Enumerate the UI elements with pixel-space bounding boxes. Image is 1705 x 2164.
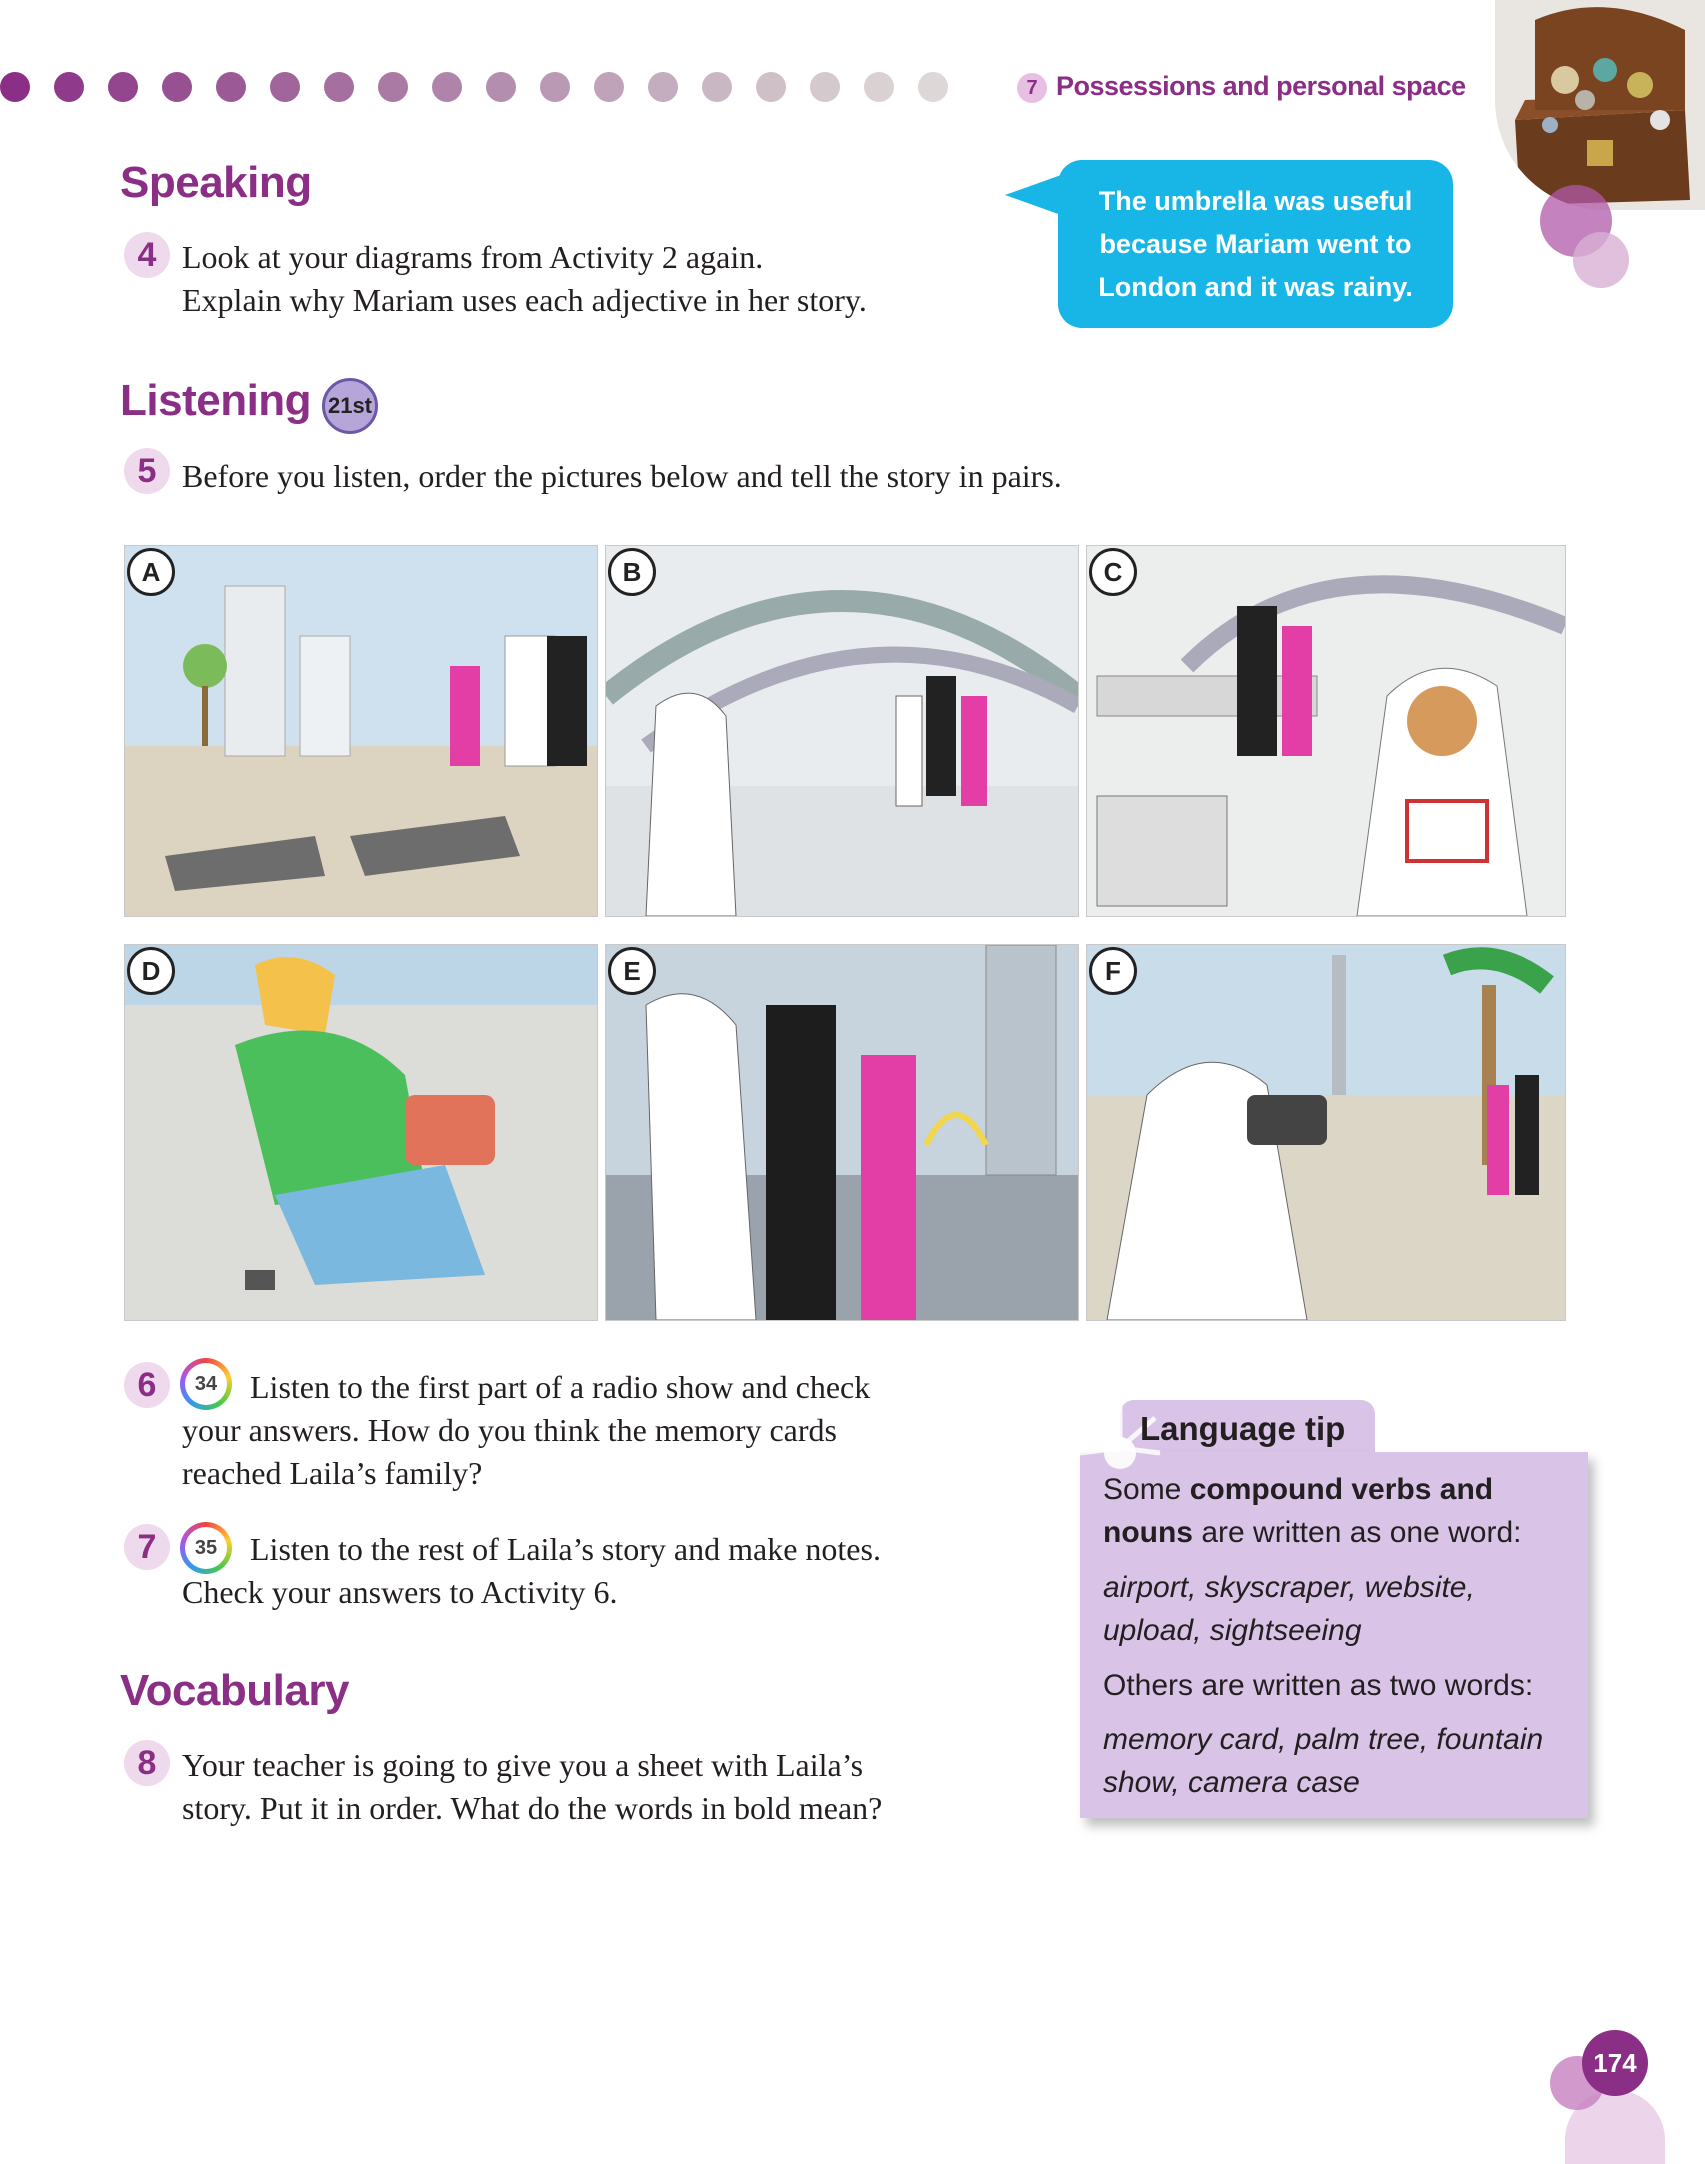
- progress-dot: [702, 72, 732, 102]
- unit-number-badge: 7: [1017, 73, 1047, 103]
- two-word-line-1: memory card, palm tree, fountain: [1103, 1723, 1544, 1756]
- two-word-line-2: show, camera case: [1103, 1766, 1360, 1799]
- activity-4-line-2: Explain why Mariam uses each adjective in her story.: [182, 282, 867, 318]
- panel-e-label: E: [608, 947, 656, 995]
- tip-intro-a: Some: [1103, 1473, 1190, 1506]
- progress-dot: [810, 72, 840, 102]
- progress-dot: [594, 72, 624, 102]
- activity-7-line-1: Listen to the rest of Laila’s story and make notes.: [250, 1531, 881, 1567]
- language-tip-two-word-examples: [1103, 1718, 1583, 1804]
- progress-dot: [918, 72, 948, 102]
- tip-intro-bold-1: compound verbs and: [1189, 1473, 1494, 1506]
- progress-dot: [108, 72, 138, 102]
- 21st-badge-text: 21st: [327, 393, 373, 418]
- activity-4-line-1: Look at your diagrams from Activity 2 again.: [182, 239, 764, 275]
- progress-dot: [540, 72, 570, 102]
- tip-intro-bold-2: nouns: [1103, 1516, 1193, 1549]
- progress-dot: [216, 72, 246, 102]
- picture-panel-d: [124, 944, 598, 1321]
- bubble-line-2: because Mariam went to: [1099, 229, 1412, 259]
- progress-dot: [324, 72, 354, 102]
- man-with-camera-illustration: [1087, 945, 1565, 1320]
- progress-dot: [54, 72, 84, 102]
- panel-d-label: D: [127, 947, 175, 995]
- activity-5-text: Before you listen, order the pictures below and tell the story in pairs.: [182, 458, 1062, 494]
- progress-dot: [162, 72, 192, 102]
- progress-dot: [378, 72, 408, 102]
- progress-dots: [0, 72, 948, 102]
- speaking-heading: Speaking: [120, 158, 312, 207]
- airport-greeting-illustration: [606, 546, 1078, 916]
- activity-5-number: 5: [124, 448, 170, 494]
- activity-6-number: 6: [124, 1362, 170, 1408]
- panel-b-label: B: [608, 548, 656, 596]
- 21st-century-badge: [322, 378, 378, 434]
- activity-7-text: [182, 1528, 1042, 1614]
- panel-a-label: A: [127, 548, 175, 596]
- activity-6-text: [182, 1366, 1042, 1495]
- progress-dot: [0, 72, 30, 102]
- vocabulary-heading: Vocabulary: [120, 1666, 349, 1715]
- one-word-line-2: upload, sightseeing: [1103, 1614, 1362, 1647]
- listening-heading: Listening: [120, 376, 312, 425]
- progress-dot: [432, 72, 462, 102]
- airport-counter-illustration: [1087, 546, 1565, 916]
- progress-dot: [648, 72, 678, 102]
- picture-panel-e: [605, 944, 1079, 1321]
- woman-picking-up-card-illustration: [125, 945, 597, 1320]
- activity-8-number: 8: [124, 1740, 170, 1786]
- bubble-line-3: London and it was rainy.: [1098, 272, 1413, 302]
- picture-panel-a: [124, 545, 598, 917]
- activity-6-line-3: reached Laila’s family?: [182, 1455, 483, 1491]
- track-35-label: 35: [185, 1527, 227, 1569]
- panel-f-label: F: [1089, 947, 1137, 995]
- activity-4-number: 4: [124, 232, 170, 278]
- activity-8-line-1: Your teacher is going to give you a sheet with Laila’s: [182, 1747, 864, 1783]
- treasure-chest-photo: [1495, 0, 1705, 210]
- activity-8-text: [182, 1744, 1062, 1830]
- panel-c-label: C: [1089, 548, 1137, 596]
- language-tip-one-word-examples: [1103, 1566, 1583, 1652]
- progress-dot: [756, 72, 786, 102]
- activity-4-text: [182, 236, 867, 322]
- unit-title: Possessions and personal space: [1056, 71, 1466, 101]
- bubble-line-1: The umbrella was useful: [1098, 186, 1413, 216]
- progress-dot: [270, 72, 300, 102]
- picture-panel-f: [1086, 944, 1566, 1321]
- activity-6-line-1: Listen to the first part of a radio show and check: [250, 1369, 871, 1405]
- one-word-line-1: airport, skyscraper, website,: [1103, 1571, 1475, 1604]
- fountain-show-illustration: [606, 945, 1078, 1320]
- picture-panel-b: [605, 545, 1079, 917]
- language-tip-intro: [1103, 1468, 1583, 1554]
- language-tip-two-words-intro: Others are written as two words:: [1103, 1669, 1534, 1702]
- language-tip-title: Language tip: [1140, 1410, 1346, 1447]
- decor-circle-small: [1573, 232, 1629, 288]
- memory-cards-on-pavement-illustration: [125, 546, 597, 916]
- activity-8-line-2: story. Put it in order. What do the words in bold mean?: [182, 1790, 883, 1826]
- speech-bubble: [1058, 160, 1453, 328]
- picture-panel-c: [1086, 545, 1566, 917]
- progress-dot: [864, 72, 894, 102]
- activity-7-line-2: Check your answers to Activity 6.: [182, 1574, 618, 1610]
- progress-dot: [486, 72, 516, 102]
- page-number: 174: [1582, 2030, 1648, 2096]
- tip-intro-b: are written as one word:: [1193, 1516, 1522, 1549]
- activity-7-number: 7: [124, 1524, 170, 1570]
- track-34-label: 34: [185, 1363, 227, 1405]
- activity-6-line-2: your answers. How do you think the memory cards: [182, 1412, 837, 1448]
